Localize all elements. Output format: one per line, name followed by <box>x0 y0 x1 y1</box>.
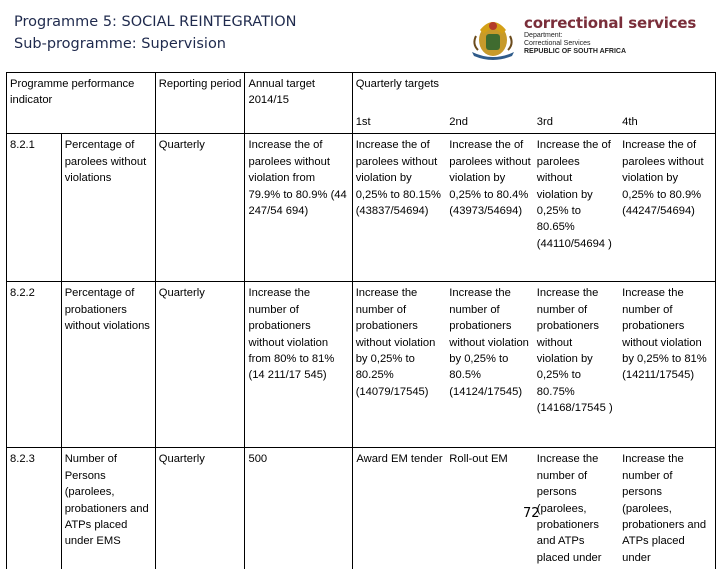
title-banner <box>0 0 720 66</box>
row-period: Quarterly <box>155 134 245 282</box>
row-annual: Increase the number of probationers without violation from 80% to 81% (14 211/17 545) <box>245 282 352 448</box>
coat-of-arms-icon <box>466 12 520 60</box>
row-annual: 500 <box>245 448 352 569</box>
row-q3: Increase the number of persons (parolees, probationers and ATPs placed under <box>534 448 619 569</box>
row-annual: Increase the of parolees without violation from 79.9% to 80.9% (44 247/54 694) <box>245 134 352 282</box>
brand-name: correctional services <box>524 14 697 32</box>
header-indicator: Programme performance indicator <box>7 73 156 134</box>
page-title <box>14 11 296 55</box>
dept-name: Correctional Services <box>524 40 591 47</box>
header-q3: 3rd <box>536 116 553 128</box>
logo-text <box>524 14 714 56</box>
dept-label: Department: <box>524 32 563 39</box>
row-period: Quarterly <box>155 448 245 569</box>
header-row <box>7 73 716 112</box>
page-number: 72 <box>523 506 540 521</box>
row-indicator: Percentage of probationers without violations <box>61 282 155 448</box>
table-row <box>7 134 716 282</box>
programme-title: Programme 5: SOCIAL REINTEGRATION <box>14 14 297 30</box>
header-quarterly: Quarterly targets <box>352 73 715 112</box>
row-q2: Roll-out EM <box>446 448 534 569</box>
row-code: 8.2.1 <box>7 134 62 282</box>
row-q3: Increase the number of probationers without violation by 0,25% to 80.75% (14168/17545 ) <box>534 282 619 448</box>
row-indicator: Percentage of parolees without violations <box>61 134 155 282</box>
row-q2: Increase the number of probationers without violation by 0,25% to 80.5% (14124/17545) <box>446 282 534 448</box>
row-q4: Increase the of parolees without violation by 0,25% to 80.9% (44247/54694) <box>619 134 715 282</box>
row-q1: Increase the number of probationers without violation by 0,25% to 80.25% (14079/17545) <box>352 282 446 448</box>
performance-table <box>6 72 716 569</box>
department-logo <box>466 12 716 60</box>
row-q1: Increase the of parolees without violation by 0,25% to 80.15% (43837/54694) <box>352 134 446 282</box>
table-row <box>7 282 716 448</box>
header-period: Reporting period <box>155 73 245 134</box>
table-row <box>7 448 716 569</box>
country-name: REPUBLIC OF SOUTH AFRICA <box>524 48 627 55</box>
row-code: 8.2.2 <box>7 282 62 448</box>
row-q2: Increase the of parolees without violation by 0,25% to 80.4% (43973/54694) <box>446 134 534 282</box>
row-code: 8.2.3 <box>7 448 62 569</box>
row-q3: Increase the of parolees without violation by 0,25% to 80.65% (44110/54694 ) <box>534 134 619 282</box>
row-indicator: Number of Persons (parolees, probationers and ATPs placed under EMS <box>61 448 155 569</box>
row-q4: Increase the number of probationers without violation by 0,25% to 81% (14211/17545) <box>619 282 715 448</box>
row-period: Quarterly <box>155 282 245 448</box>
subprogramme-title: Sub-programme: Supervision <box>14 36 226 52</box>
row-q1: Award EM tender <box>352 448 446 569</box>
header-q2: 2nd <box>449 116 468 128</box>
header-q4: 4th <box>619 111 715 134</box>
row-q4: Increase the number of persons (parolees, probationers and ATPs placed under <box>619 448 715 569</box>
header-q1: 1st <box>352 111 446 134</box>
header-annual: Annual target 2014/15 <box>245 73 352 134</box>
